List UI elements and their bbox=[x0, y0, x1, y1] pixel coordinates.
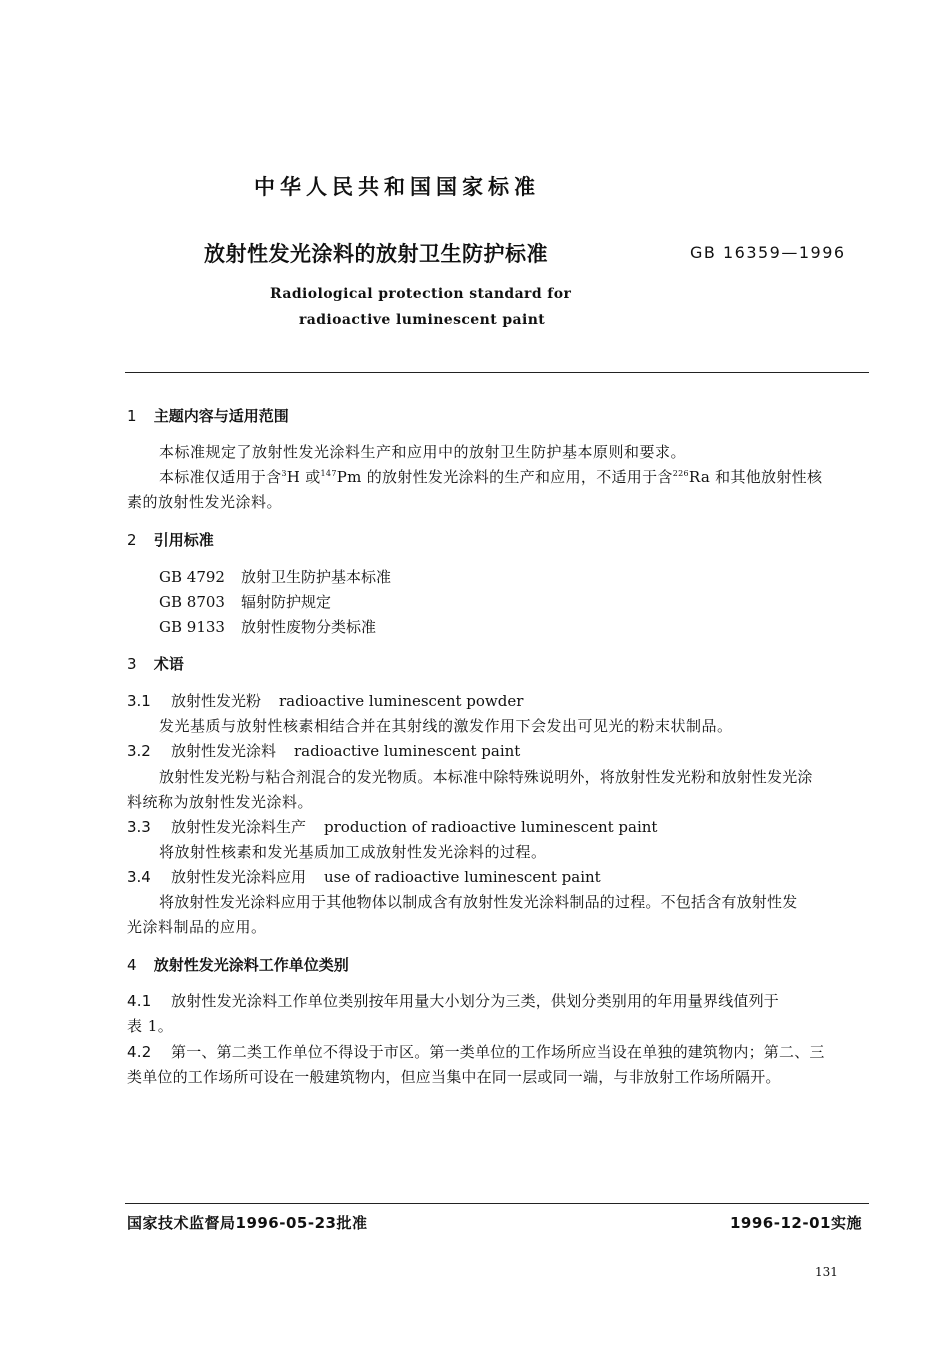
reference-row bbox=[159, 591, 331, 612]
term-number: 3.3 bbox=[127, 818, 151, 836]
term-3-4-definition-line2: 光涂料制品的应用。 bbox=[127, 918, 267, 936]
term-chinese: 放射性发光涂料生产 bbox=[171, 818, 307, 836]
reference-title: 辐射防护规定 bbox=[241, 593, 332, 611]
term-3-3 bbox=[127, 816, 657, 837]
section2-number: 2 bbox=[127, 531, 137, 549]
reference-code: GB 9133 bbox=[159, 618, 225, 636]
approval-line: 国家技术监督局1996-05-23批准 bbox=[127, 1214, 368, 1232]
section1-paragraph1: 本标准规定了放射性发光涂料生产和应用中的放射卫生防护基本原则和要求。 bbox=[159, 443, 687, 461]
reference-row bbox=[159, 616, 376, 637]
clause-4-1-line2: 表 1。 bbox=[127, 1017, 174, 1035]
term-chinese: 放射性发光涂料应用 bbox=[171, 868, 307, 886]
section1-paragraph2 bbox=[159, 466, 822, 487]
clause-4-1-line1 bbox=[127, 990, 779, 1011]
section4-heading bbox=[127, 954, 349, 975]
term-number: 3.1 bbox=[127, 692, 151, 710]
term-3-2 bbox=[127, 740, 520, 761]
reference-title: 放射性废物分类标准 bbox=[241, 618, 377, 636]
section1-number: 1 bbox=[127, 407, 137, 425]
term-english: use of radioactive luminescent paint bbox=[324, 868, 601, 886]
para2-sup-ra226: 226 bbox=[672, 469, 689, 478]
term-english: production of radioactive luminescent paint bbox=[324, 818, 658, 836]
section4-number: 4 bbox=[127, 956, 137, 974]
section2-heading bbox=[127, 529, 214, 550]
term-3-3-definition: 将放射性核素和发光基质加工成放射性发光涂料的过程。 bbox=[159, 843, 547, 861]
section1-paragraph2-line2: 素的放射性发光涂料。 bbox=[127, 493, 283, 511]
document-title: 放射性发光涂料的放射卫生防护标准 bbox=[204, 242, 548, 266]
document-code: GB 16359—1996 bbox=[690, 243, 846, 262]
clause-number: 4.2 bbox=[127, 1043, 152, 1061]
term-chinese: 放射性发光涂料 bbox=[171, 742, 277, 760]
effective-date: 1996-12-01实施 bbox=[730, 1214, 862, 1232]
term-3-1-definition: 发光基质与放射性核素相结合并在其射线的激发作用下会发出可见光的粉末状制品。 bbox=[159, 717, 733, 735]
para2-sup-h3: 3 bbox=[281, 469, 287, 478]
section1-title: 主题内容与适用范围 bbox=[153, 407, 289, 425]
para2-text-c: Pm 的放射性发光涂料的生产和应用，不适用于含 bbox=[336, 468, 673, 486]
english-title-line1: Radiological protection standard for bbox=[270, 286, 572, 302]
english-title-line2: radioactive luminescent paint bbox=[299, 312, 546, 328]
section3-heading bbox=[127, 653, 184, 674]
term-number: 3.4 bbox=[127, 868, 151, 886]
national-standard-title: 中华人民共和国国家标准 bbox=[254, 175, 540, 199]
para2-sup-pm147: 147 bbox=[320, 469, 337, 478]
term-3-4 bbox=[127, 866, 601, 887]
term-chinese: 放射性发光粉 bbox=[171, 692, 262, 710]
footer-divider bbox=[125, 1203, 869, 1204]
section4-title: 放射性发光涂料工作单位类别 bbox=[153, 956, 349, 974]
clause-text: 第一、第二类工作单位不得设于市区。第一类单位的工作场所应当设在单独的建筑物内；第二、三 bbox=[171, 1043, 825, 1061]
term-english: radioactive luminescent powder bbox=[279, 692, 524, 710]
reference-code: GB 4792 bbox=[159, 568, 225, 586]
section3-number: 3 bbox=[127, 655, 137, 673]
reference-row bbox=[159, 566, 391, 587]
reference-title: 放射卫生防护基本标准 bbox=[241, 568, 392, 586]
clause-4-2-line2: 类单位的工作场所可设在一般建筑物内，但应当集中在同一层或同一端，与非放射工作场所隔开。 bbox=[127, 1068, 781, 1086]
term-english: radioactive luminescent paint bbox=[294, 742, 521, 760]
reference-code: GB 8703 bbox=[159, 593, 225, 611]
clause-number: 4.1 bbox=[127, 992, 152, 1010]
para2-text-a: 本标准仅适用于含 bbox=[159, 468, 282, 486]
section2-title: 引用标准 bbox=[153, 531, 214, 549]
term-3-1 bbox=[127, 690, 523, 711]
term-3-2-definition-line1: 放射性发光粉与粘合剂混合的发光物质。本标准中除特殊说明外，将放射性发光粉和放射性发光涂 bbox=[159, 768, 813, 786]
section1-heading bbox=[127, 405, 289, 426]
clause-4-2-line1 bbox=[127, 1041, 825, 1062]
term-number: 3.2 bbox=[127, 742, 151, 760]
page-number: 131 bbox=[815, 1265, 838, 1279]
header-divider bbox=[125, 372, 869, 373]
term-3-2-definition-line2: 料统称为放射性发光涂料。 bbox=[127, 793, 314, 811]
clause-text: 放射性发光涂料工作单位类别按年用量大小划分为三类，供划分类别用的年用量界线值列于 bbox=[171, 992, 780, 1010]
section3-title: 术语 bbox=[153, 655, 184, 673]
para2-text-b: H 或 bbox=[286, 468, 321, 486]
term-3-4-definition-line1: 将放射性发光涂料应用于其他物体以制成含有放射性发光涂料制品的过程。不包括含有放射性发 bbox=[159, 893, 798, 911]
para2-text-d: Ra 和其他放射性核 bbox=[688, 468, 823, 486]
